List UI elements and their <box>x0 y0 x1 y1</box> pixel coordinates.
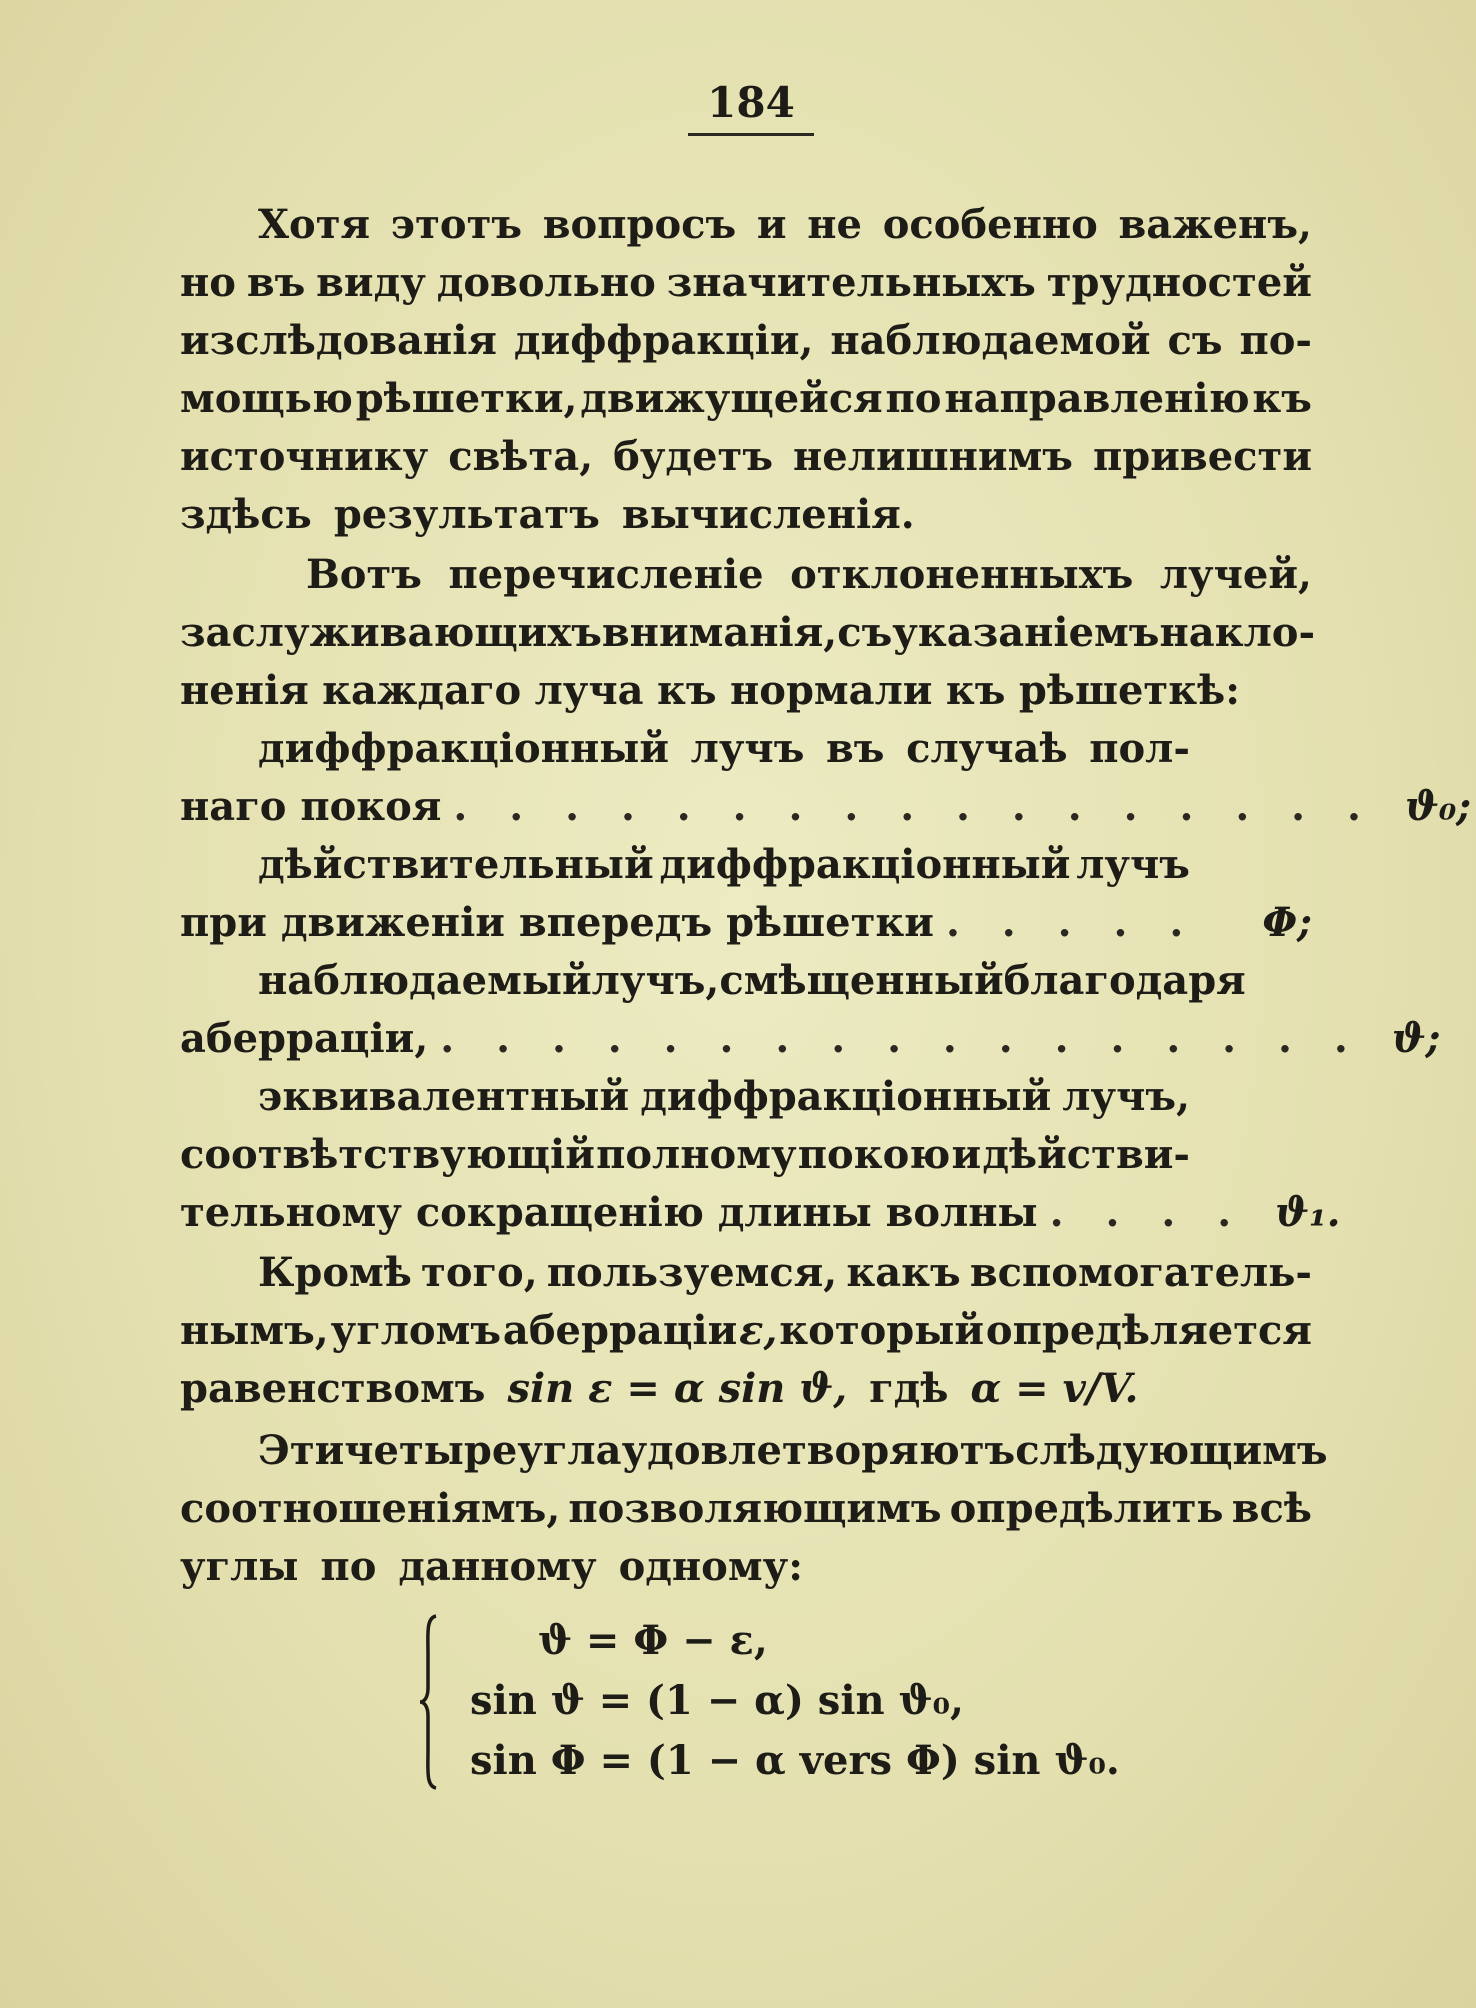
ray-2-symbol: Φ; <box>1262 899 1312 946</box>
page-number: 184 <box>707 78 795 127</box>
word: трудностей <box>1046 259 1312 306</box>
ray-4-description-line-2 <box>180 1126 1190 1184</box>
paragraph-4-line-1 <box>258 1422 1328 1480</box>
word: довольно <box>436 259 656 306</box>
ray-2-symbol-row <box>180 894 1312 952</box>
ray-3-symbol-row <box>180 1010 1441 1068</box>
paragraph-1-line-4 <box>180 370 1312 428</box>
paragraph-2-line-2 <box>180 604 1316 662</box>
word: одному: <box>618 1543 803 1590</box>
word: рѣшеткѣ: <box>1018 667 1240 714</box>
word: результатъ <box>333 491 600 538</box>
paragraph-1-line-2 <box>180 254 1312 312</box>
paragraph-3-line-3 <box>180 1360 1312 1418</box>
word: будетъ <box>613 433 774 480</box>
word: Хотя <box>258 201 371 248</box>
word: привести <box>1093 433 1312 480</box>
word: лучъ, <box>1062 1073 1190 1120</box>
ray-3-description-line-1 <box>258 952 1246 1010</box>
word: какъ <box>846 1249 961 1296</box>
paragraph-2-line-3 <box>180 662 1240 720</box>
ray-4-description-line-1 <box>258 1068 1190 1126</box>
word: здѣсь <box>180 491 312 538</box>
word: направленію <box>944 375 1250 422</box>
word: ненія <box>180 667 309 714</box>
word: лучъ <box>690 725 805 772</box>
word: нелишнимъ <box>793 433 1073 480</box>
paragraph-4-line-2 <box>180 1480 1312 1538</box>
paragraph-1-line-5 <box>180 428 1312 486</box>
ray-2-text: при движеніи впередъ рѣшетки <box>180 899 934 946</box>
ray-1-symbol-row <box>180 778 1472 836</box>
word: опредѣляется <box>985 1307 1312 1354</box>
word: смѣщенный <box>719 957 1004 1004</box>
dot-leader: . . . . . <box>945 899 1198 946</box>
word: рѣшетки, <box>355 375 578 422</box>
left-brace-icon <box>418 1614 438 1790</box>
word: къ <box>657 667 717 714</box>
ray-1-description-line-1 <box>258 720 1190 778</box>
word: и <box>756 201 787 248</box>
word: данному <box>398 1543 597 1590</box>
word: съ <box>837 609 893 656</box>
paragraph-1-line-1 <box>258 196 1312 254</box>
inline-formula-sin-epsilon: sin ε = α sin ϑ, <box>507 1365 848 1412</box>
word: вниманія, <box>601 609 838 656</box>
word: ε, <box>739 1307 778 1354</box>
ray-4-symbol: ϑ₁. <box>1275 1189 1341 1236</box>
word: диффракціонный <box>640 1073 1052 1120</box>
word: аберраціи <box>502 1307 738 1354</box>
word: всѣ <box>1231 1485 1312 1532</box>
word: источнику <box>180 433 429 480</box>
dot-leader: . . . . . . . . . . . . . . . . . <box>453 783 1375 830</box>
word: случаѣ <box>906 725 1068 772</box>
equation-3: sin Φ = (1 − α vers Φ) sin ϑ₀. <box>470 1737 1120 1784</box>
ray-1-symbol: ϑ₀; <box>1404 783 1472 830</box>
word: и <box>951 1131 982 1178</box>
ray-3-text: аберраціи, <box>180 1015 429 1062</box>
word: съ <box>1167 317 1223 364</box>
paragraph-3-line-2 <box>180 1302 1312 1360</box>
word: лучей, <box>1159 551 1312 598</box>
word: не <box>807 201 863 248</box>
word: перечисленіе <box>448 551 764 598</box>
word: Вотъ <box>306 551 422 598</box>
word: свѣта, <box>448 433 594 480</box>
word: нымъ, <box>180 1307 329 1354</box>
ray-1-text: наго покоя <box>180 783 442 830</box>
word: по <box>885 375 942 422</box>
page-number-rule <box>688 133 814 136</box>
word: значительныхъ <box>666 259 1036 306</box>
word: отклоненныхъ <box>790 551 1134 598</box>
word: Эти <box>258 1427 345 1474</box>
word: угла <box>517 1427 622 1474</box>
word: наблюдаемой <box>830 317 1151 364</box>
word: опредѣлить <box>949 1485 1224 1532</box>
word: пользуемся, <box>546 1249 838 1296</box>
word: удовлетворяютъ <box>621 1427 1016 1474</box>
word: особенно <box>882 201 1098 248</box>
inline-formula-alpha: α = v/V. <box>970 1365 1139 1412</box>
word: который <box>779 1307 985 1354</box>
word: по <box>320 1543 377 1590</box>
equation-1: ϑ = Φ − ε, <box>538 1617 768 1664</box>
word: слѣдующимъ <box>1015 1427 1328 1474</box>
word: луча <box>534 667 644 714</box>
word: наклo- <box>1159 609 1316 656</box>
word: того, <box>421 1249 538 1296</box>
word: въ <box>826 725 885 772</box>
word: дѣйствительный <box>258 841 654 888</box>
word: лучъ, <box>591 957 720 1004</box>
ray-4-text: тельному сокращенію длины волны <box>180 1189 1038 1236</box>
dot-leader: . . . . <box>1049 1189 1246 1236</box>
word: изслѣдованія <box>180 317 497 364</box>
word: покою <box>797 1131 951 1178</box>
word: Кромѣ <box>258 1249 412 1296</box>
word: указаніемъ <box>892 609 1160 656</box>
word: въ <box>246 259 306 306</box>
paragraph-1-line-3 <box>180 312 1312 370</box>
word: нормали <box>730 667 933 714</box>
word: мощью <box>180 375 353 422</box>
word: къ <box>945 667 1006 714</box>
equation-2: sin ϑ = (1 − α) sin ϑ₀, <box>470 1677 964 1724</box>
word: диффракціонный <box>258 725 669 772</box>
ray-3-symbol: ϑ; <box>1391 1015 1441 1062</box>
word: гдѣ <box>869 1365 949 1412</box>
paragraph-2-line-1 <box>306 546 1312 604</box>
word: соотвѣтствующій <box>180 1131 595 1178</box>
dot-leader: . . . . . . . . . . . . . . . . . <box>440 1015 1362 1062</box>
word: лучъ <box>1076 841 1190 888</box>
word: вычисленія. <box>621 491 915 538</box>
word: но <box>180 259 236 306</box>
word: равенствомъ <box>180 1365 486 1412</box>
word: эквивалентный <box>258 1073 630 1120</box>
word: четыре <box>344 1427 518 1474</box>
word: каждаго <box>322 667 522 714</box>
word: благодаря <box>1003 957 1246 1004</box>
word: заслуживающихъ <box>180 609 602 656</box>
paragraph-3-line-1 <box>258 1244 1312 1302</box>
word: угломъ <box>330 1307 502 1354</box>
word: позволяющимъ <box>568 1485 942 1532</box>
ray-4-symbol-row <box>180 1184 1341 1242</box>
word: вспомогатель- <box>969 1249 1312 1296</box>
word: вопросъ <box>542 201 737 248</box>
word: движущейся <box>580 375 883 422</box>
word: дѣйстви- <box>982 1131 1190 1178</box>
paragraph-4-line-3 <box>180 1538 1312 1596</box>
word: виду <box>316 259 426 306</box>
word: важенъ, <box>1118 201 1312 248</box>
word: по- <box>1239 317 1312 364</box>
word: къ <box>1252 375 1312 422</box>
word: соотношеніямъ, <box>180 1485 561 1532</box>
ray-2-description-line-1 <box>258 836 1190 894</box>
word: диффракціонный <box>659 841 1071 888</box>
word: этотъ <box>390 201 523 248</box>
paragraph-1-line-6 <box>180 486 1312 544</box>
word: пол- <box>1089 725 1190 772</box>
word: углы <box>180 1543 299 1590</box>
word: полному <box>596 1131 797 1178</box>
word: наблюдаемый <box>258 957 592 1004</box>
word: диффракціи, <box>513 317 814 364</box>
